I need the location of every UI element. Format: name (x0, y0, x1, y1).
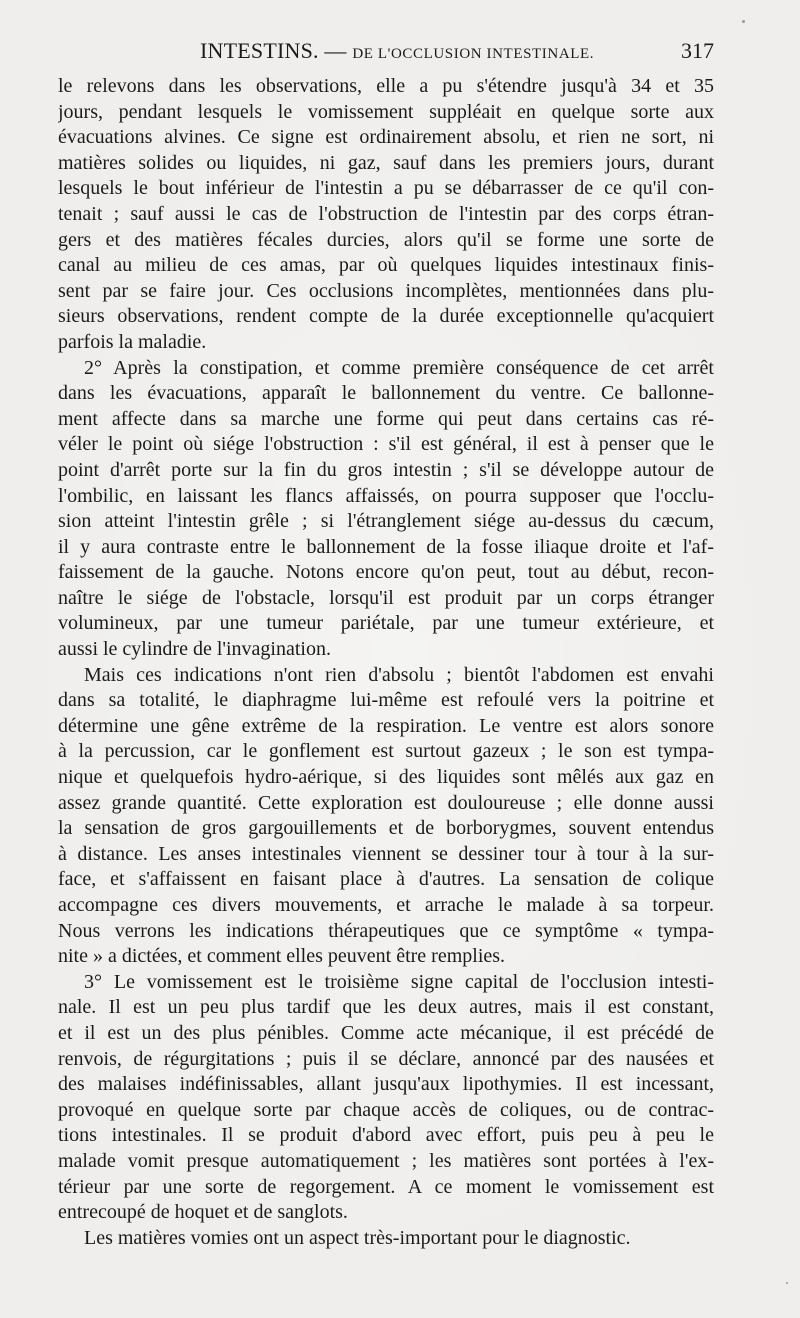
text-line: faissement de la gauche. Notons encore qu'on peut, tout au début, recon- (58, 561, 714, 584)
text-line: et il est un des plus pénibles. Comme acte mécanique, il est précédé de (58, 1021, 714, 1044)
text-line: véler le point où siége l'obstruction : s'il est général, il est à penser que le (58, 433, 714, 456)
body-text (58, 74, 714, 1251)
text-line: évacuations alvines. Ce signe est ordinairement absolu, et rien ne sort, ni (58, 126, 714, 149)
text-line: provoqué en quelque sorte par chaque accès de coliques, ou de contrac- (58, 1098, 714, 1121)
text-line: jours, pendant lesquels le vomissement suppléait en quelque sorte aux (58, 100, 714, 123)
text-line: accompagne ces divers mouvements, et arrache le malade à sa torpeur. (58, 894, 714, 916)
paper-speck (786, 1282, 788, 1284)
text-line: il y aura contraste entre le ballonnement de la fosse iliaque droite et l'af- (58, 535, 714, 558)
text-line: canal au milieu de ces amas, par où quelques liquides intestinaux finis- (58, 254, 714, 277)
text-line: point d'arrêt porte sur la fin du gros intestin ; s'il se développe autour de (58, 458, 714, 481)
text-line: à la percussion, car le gonflement est surtout gazeux ; le son est tympa- (58, 740, 714, 763)
text-line: détermine une gêne extrême de la respiration. Le ventre est alors sonore (58, 714, 714, 737)
text-line: gers et des matières fécales durcies, alors qu'il se forme une sorte de (58, 228, 714, 251)
text-line: renvois, de régurgitations ; puis il se déclare, annoncé par des nausées et (58, 1047, 714, 1070)
section-subtitle: DE L'OCCLUSION INTESTINALE. (352, 46, 595, 62)
text-line: nique et quelquefois hydro-aérique, si des liquides sont mêlés aux gaz en (58, 766, 714, 789)
page-number: 317 (681, 38, 714, 63)
text-line: des malaises indéfinissables, allant jusqu'aux lipothymies. Il est incessant, (58, 1073, 714, 1096)
text-line: sent par se faire jour. Ces occlusions incomplètes, mentionnées dans plu- (58, 279, 714, 302)
text-line: térieur par une sorte de regorgement. A ce moment le vomissement est (58, 1175, 714, 1198)
paragraph-start-line: Les matières vomies ont un aspect très-important pour le diagnostic. (84, 1226, 631, 1249)
text-line: nale. Il est un peu plus tardif que les deux autres, mais il est constant, (58, 996, 714, 1019)
text-line: lesquels le bout inférieur de l'intestin a pu se débarrasser de ce qu'il con- (58, 177, 714, 200)
text-line: matières solides ou liquides, ni gaz, sauf dans les premiers jours, durant (58, 151, 714, 174)
paragraph-start-line: Mais ces indications n'ont rien d'absolu ; bientôt l'abdomen est envahi (84, 663, 714, 686)
text-line: Nous verrons les indications thérapeutiques que ce symptôme « tympa- (58, 919, 714, 942)
text-line: dans sa totalité, le diaphragme lui-même est refoulé vers la poitrine et (58, 689, 714, 712)
text-line: ment affecte dans sa marche une forme qui peut dans certains cas ré- (58, 407, 714, 430)
text-line: assez grande quantité. Cette exploration est douloureuse ; elle donne aussi (58, 791, 714, 814)
text-line: face, et s'affaissent en faisant place à d'autres. La sensation de colique (58, 868, 714, 891)
paper-speck (742, 20, 745, 23)
paragraph-start-line: 2° Après la constipation, et comme première conséquence de cet arrêt (84, 356, 714, 379)
paragraph-start-line: 3° Le vomissement est le troisième signe capital de l'occlusion intesti- (84, 970, 714, 993)
text-line: à distance. Les anses intestinales viennent se dessiner tour à tour à la sur- (58, 842, 714, 865)
text-line: le relevons dans les observations, elle a pu s'étendre jusqu'à 34 et 35 (58, 75, 714, 97)
paragraph-end-line: nite » a dictées, et comment elles peuvent être remplies. (58, 945, 506, 968)
paragraph-end-line: entrecoupé de hoquet et de sanglots. (58, 1201, 348, 1224)
paragraph-end-line: aussi le cylindre de l'invagination. (58, 638, 331, 661)
running-title (200, 38, 594, 64)
section-title: INTESTINS. (200, 38, 319, 63)
text-line: sion atteint l'intestin grêle ; si l'étranglement siége au-dessus du cæcum, (58, 510, 714, 533)
text-line: volumineux, par une tumeur pariétale, par une tumeur extérieure, et (58, 612, 714, 635)
paragraph-end-line: parfois la maladie. (58, 330, 207, 353)
text-line: l'ombilic, en laissant les flancs affaissés, on pourra supposer que l'occlu- (58, 484, 714, 507)
title-dash: — (324, 38, 347, 63)
page-header (60, 38, 714, 68)
text-line: la sensation de gros gargouillements et de borborygmes, souvent entendus (58, 817, 714, 840)
text-line: tions intestinales. Il se produit d'abord avec effort, puis peu à peu le (58, 1124, 714, 1147)
text-line: naître le siége de l'obstacle, lorsqu'il est produit par un corps étranger (58, 586, 714, 609)
text-line: tenait ; sauf aussi le cas de l'obstruction de l'intestin par des corps étran- (58, 202, 714, 225)
text-line: sieurs observations, rendent compte de la durée exceptionnelle qu'acquiert (58, 305, 714, 328)
text-line: malade vomit presque automatiquement ; les matières sont portées à l'ex- (58, 1149, 714, 1172)
text-line: dans les évacuations, apparaît le ballonnement du ventre. Ce ballonne- (58, 382, 714, 405)
